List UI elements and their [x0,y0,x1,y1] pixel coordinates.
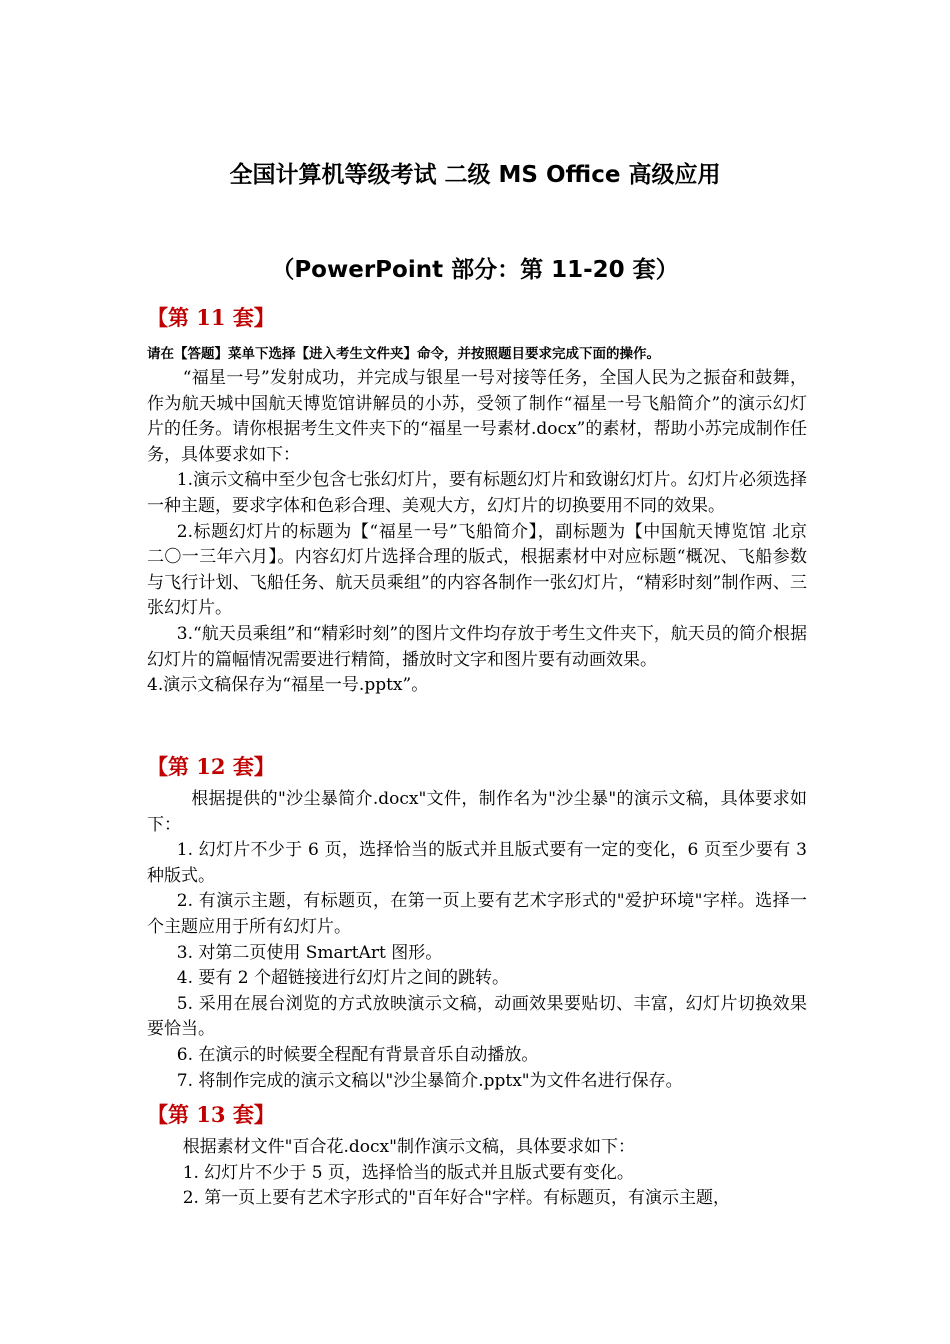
set-12-paragraph: 7. 将制作完成的演示文稿以"沙尘暴简介.pptx"为文件名进行保存。 [176,1070,683,1091]
set-12-paragraph: 6. 在演示的时候要全程配有背景音乐自动播放。 [176,1044,539,1065]
set-12-paragraph: 5. 采用在展台浏览的方式放映演示文稿，动画效果要贴切、丰富，幻灯片切换效果要恰当。 [147,993,807,1040]
set-13-paragraph: 1. 幻灯片不少于 5 页，选择恰当的版式并且版式要有变化。 [182,1162,634,1183]
set-11-paragraph: “福星一号”发射成功，并完成与银星一号对接等任务，全国人民为之振奋和鼓舞，作为航天城中国航天博览馆讲解员的小苏，受领了制作“福星一号飞船简介”的演示幻灯片的任务。请你根据考生文件夹下的“福星一号素材.docx”的素材，帮助小苏完成制作任务，具体要求如下： [147,368,807,465]
set-12-paragraph: 3. 对第二页使用 SmartArt 图形。 [176,942,443,963]
set-13-heading: 【第 13 套】 [147,1102,275,1127]
set-12-paragraph: 1. 幻灯片不少于 6 页，选择恰当的版式并且版式要有一定的变化，6 页至少要有 3 种版式。 [147,840,807,886]
document-subtitle: （PowerPoint 部分：第 11-20 套） [271,257,679,283]
set-12-paragraph: 2. 有演示主题，有标题页，在第一页上要有艺术字形式的"爱护环境"字样。选择一个主题应用于所有幻灯片。 [147,891,807,937]
set-12-paragraph: 4. 要有 2 个超链接进行幻灯片之间的跳转。 [176,968,509,989]
set-13-paragraph: 2. 第一页上要有艺术字形式的"百年好合"字样。有标题页，有演示主题， [182,1188,730,1209]
document-title: 全国计算机等级考试 二级 MS Office 高级应用 [229,162,721,188]
set-12-heading: 【第 12 套】 [147,754,275,779]
set-13-paragraph: 根据素材文件"百合花.docx"制作演示文稿，具体要求如下： [182,1137,635,1157]
set-11-paragraph: 1.演示文稿中至少包含七张幻灯片，要有标题幻灯片和致谢幻灯片。幻灯片必须选择一种主题，要求字体和色彩合理、美观大方，幻灯片的切换要用不同的效果。 [147,470,807,516]
set-11-heading: 【第 11 套】 [147,305,275,330]
set-13-body [147,1135,807,1212]
set-12-paragraph: 根据提供的"沙尘暴简介.docx"文件，制作名为"沙尘暴"的演示文稿，具体要求如下： [147,789,807,835]
set-12-body [147,787,807,1094]
set-11-paragraph: 4.演示文稿保存为“福星一号.pptx”。 [147,675,429,696]
set-11-instruction: 请在【答题】菜单下选择【进入考生文件夹】命令，并按照题目要求完成下面的操作。 [147,346,660,362]
set-11-paragraph: 3.“航天员乘组”和“精彩时刻”的图片文件均存放于考生文件夹下，航天员的简介根据幻灯片的篇幅情况需要进行精简，播放时文字和图片要有动画效果。 [147,623,807,670]
set-11-paragraph: 2.标题幻灯片的标题为【“福星一号”飞船简介】，副标题为【中国航天博览馆 北京 二〇一三年六月】。内容幻灯片选择合理的版式，根据素材中对应标题“概况、飞船参数与飞行计划、飞船任务、航天员乘组”的内容各制作一张幻灯片，“精彩时刻”制作两、三张幻灯片。 [147,521,807,619]
set-11-body [147,366,807,699]
